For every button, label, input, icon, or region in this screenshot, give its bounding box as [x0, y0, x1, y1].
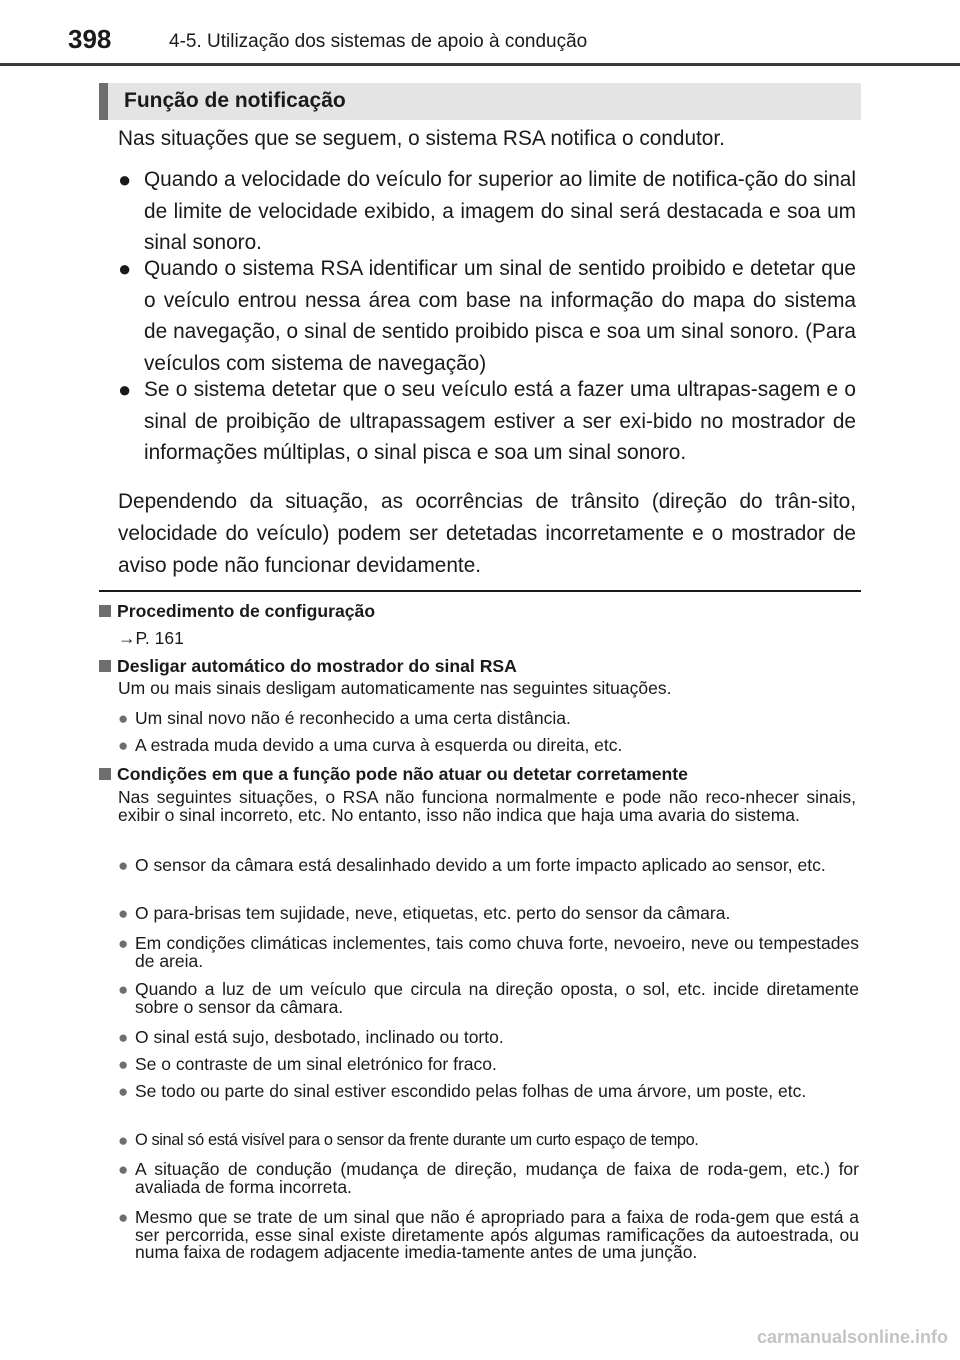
bullet-icon: ●	[118, 736, 129, 755]
list-item: ● Um sinal novo não é reconhecido a uma certa distância.	[118, 708, 571, 728]
section-heading-label: Função de notificação	[124, 89, 346, 112]
header-divider	[0, 63, 960, 66]
bullet-icon: ●	[118, 1055, 129, 1074]
square-bullet-icon	[99, 660, 111, 672]
list-item: ● O sinal está sujo, desbotado, inclinado ou torto.	[118, 1027, 504, 1047]
bullet-text: Se o sistema detetar que o seu veículo está a fazer uma ultrapas-sagem e o sinal de proibição de ultrapassagem estiver a ser exi-bido no mostrador de informações múltiplas, o sinal pisca e soa um sinal sonoro.	[144, 378, 856, 465]
watermark: carmanualsonline.info	[756, 1327, 948, 1347]
list-item: ● O sinal só está visível para o sensor da frente durante um curto espaço de tempo.	[118, 1131, 699, 1150]
bullet-icon: ●	[118, 256, 132, 281]
bullet-text: Quando a velocidade do veículo for superior ao limite de notifica-ção do sinal de limite de velocidade exibido, a imagem do sinal será destacada e soa um sinal sonoro.	[144, 168, 856, 255]
bullet-icon: ●	[118, 377, 132, 402]
bullet-icon: ●	[118, 1131, 128, 1150]
bullet-item	[118, 374, 856, 469]
subsection-heading-conditions: Condições em que a função pode não atuar ou detetar corretamente	[99, 764, 688, 785]
bullet-item	[118, 164, 856, 259]
list-item: ● Se todo ou parte do sinal estiver escondido pelas folhas de uma árvore, um poste, etc.	[118, 1081, 807, 1101]
chapter-title: 4-5. Utilização dos sistemas de apoio à condução	[169, 31, 588, 52]
list-item: ● O para-brisas tem sujidade, neve, etiquetas, etc. perto do sensor da câmara.	[118, 903, 731, 923]
bullet-icon: ●	[118, 1160, 129, 1179]
bullet-icon: ●	[118, 1208, 129, 1227]
list-item: ● Se o contraste de um sinal eletrónico for fraco.	[118, 1054, 497, 1074]
list-item: ● O sensor da câmara está desalinhado devido a um forte impacto aplicado ao sensor, etc.	[118, 855, 826, 875]
section-divider	[99, 590, 861, 592]
list-item: ● A situação de condução (mudança de direção, mudança de faixa de roda-gem, etc.) for avaliada de forma incorreta.	[118, 1159, 859, 1197]
list-item: ● A estrada muda devido a uma curva à esquerda ou direita, etc.	[118, 735, 623, 755]
page-number: 398	[68, 24, 112, 54]
bullet-item	[118, 253, 856, 380]
subsection-heading-auto-off: Desligar automático do mostrador do sinal RSA	[99, 656, 517, 677]
square-bullet-icon	[99, 605, 111, 617]
bullet-icon: ●	[118, 167, 132, 192]
section-heading	[99, 83, 861, 120]
square-bullet-icon	[99, 768, 111, 780]
intro-text: Nas situações que se seguem, o sistema RSA notifica o condutor.	[118, 127, 725, 150]
list-item: ● Mesmo que se trate de um sinal que não é apropriado para a faixa de roda-gem que está a ser percorrida, esse sinal existe diretamente após algumas ramificações da autoestrada, ou numa faixa de rodagem adjacente imedia-tamente antes de uma junção.	[118, 1207, 859, 1262]
bullet-icon: ●	[118, 980, 129, 999]
list-item: ● Em condições climáticas inclementes, tais como chuva forte, nevoeiro, neve ou tempestades de areia.	[118, 933, 859, 971]
note-text: Dependendo da situação, as ocorrências de trânsito (direção do trân-sito, velocidade do veículo) podem ser detetadas incorretamente e o mostrador de aviso pode não funcionar devidamente.	[118, 490, 856, 577]
bullet-icon: ●	[118, 934, 129, 953]
bullet-icon: ●	[118, 709, 129, 728]
page-reference: →P. 161	[118, 628, 184, 648]
subsection-text: Um ou mais sinais desligam automaticamente nas seguintes situações.	[118, 678, 672, 698]
subsection-heading-config: Procedimento de configuração	[99, 601, 375, 622]
bullet-icon: ●	[118, 856, 129, 875]
bullet-text: Quando o sistema RSA identificar um sinal de sentido proibido e detetar que o veículo entrou nessa área com base na informação do mapa do sistema de navegação, o sinal de sentido proibido pisca e soa um sinal sonoro. (Para veículos com sistema de navegação)	[144, 257, 856, 376]
bullet-icon: ●	[118, 904, 129, 923]
list-item: ● Quando a luz de um veículo que circula na direção oposta, o sol, etc. incide diretamente sobre o sensor da câmara.	[118, 979, 859, 1017]
bullet-icon: ●	[118, 1082, 129, 1101]
subsection-text: Nas seguintes situações, o RSA não funciona normalmente e pode não reco-nhecer sinais, exibir o sinal incorreto, etc. No entanto, isso não indica que haja uma avaria do sistema.	[118, 787, 856, 825]
bullet-icon: ●	[118, 1028, 129, 1047]
